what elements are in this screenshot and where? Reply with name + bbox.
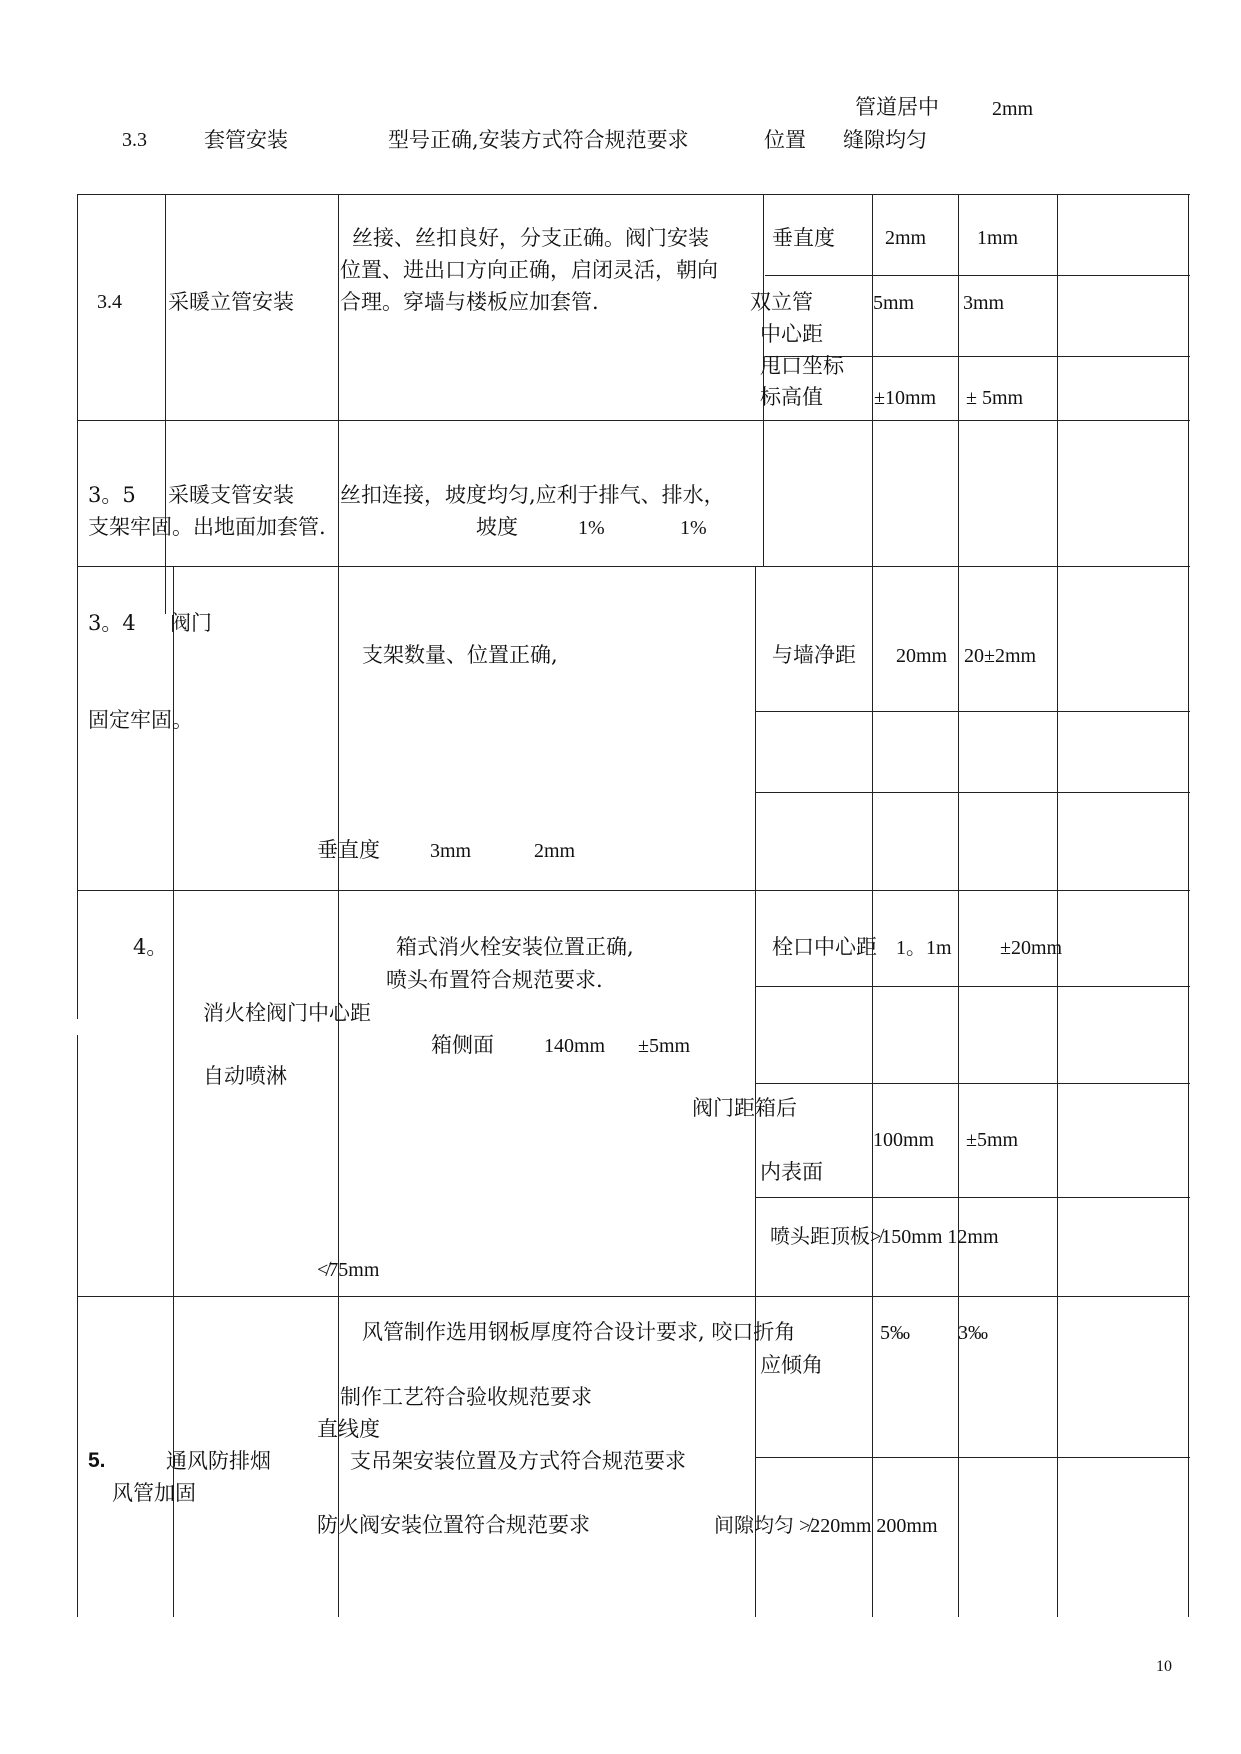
value: ±5mm (638, 1035, 691, 1057)
row-line (77, 1296, 1190, 1297)
requirement-line: 丝接、丝扣良好，分支正确。阀门安装 (352, 226, 709, 250)
row-line (77, 420, 1190, 421)
page-number: 10 (1156, 1658, 1172, 1675)
requirement-hydrant: 箱式消火栓安装位置正确, (396, 935, 634, 959)
check-outlet-center: 栓口中心距 (772, 935, 877, 959)
value: ±20mm (1000, 937, 1063, 959)
check-position: 位置 (764, 128, 806, 152)
row-number-3-4-valve: 3。4 (88, 611, 136, 635)
item-hydrant-valve-center: 消火栓阀门中心距 (203, 1001, 371, 1025)
item-auto-sprinkler: 自动喷淋 (203, 1064, 287, 1088)
requirement-fire-damper: 防火阀安装位置符合规范要求 (317, 1513, 590, 1537)
item-ventilation: 通风防排烟 (166, 1449, 271, 1473)
row-line (755, 986, 1190, 987)
requirement-line: 支架牢固。出地面加套管. (88, 515, 326, 539)
item-duct-reinforce: 风管加固 (112, 1481, 196, 1505)
value: ≮75mm (317, 1259, 380, 1281)
table-top-border (77, 194, 1190, 195)
row-line (765, 275, 1190, 276)
value: 1% (578, 517, 605, 539)
requirement-sprinkler: 喷头布置符合规范要求. (386, 968, 603, 992)
check-slope: 坡度 (476, 515, 518, 539)
row-number-3-5: 3。5 (88, 483, 136, 507)
check-center-distance: 中心距 (760, 322, 823, 346)
row-line (755, 1083, 1190, 1084)
value: 100mm (873, 1129, 935, 1151)
requirement-model-correct: 型号正确,安装方式符合规范要求 (388, 128, 689, 152)
requirement-duct-steel: 风管制作选用钢板厚度符合设计要求, 咬口折角 (362, 1320, 796, 1344)
value-2mm: 2mm (992, 98, 1034, 120)
row-line (77, 566, 1190, 567)
col-line (958, 194, 959, 1617)
item-valve: 阀门 (170, 611, 212, 635)
value: 20mm (896, 645, 948, 667)
value: 5mm (873, 292, 915, 314)
check-pipe-centered: 管道居中 (855, 95, 939, 119)
requirement-straightness: 直线度 (317, 1417, 380, 1441)
check-gap-even: 缝隙均匀 (843, 128, 927, 152)
requirement-line: 丝扣连接，坡度均匀,应利于排气、排水， (340, 483, 725, 507)
check-verticality: 垂直度 (772, 226, 835, 250)
check-double-riser: 双立管 (750, 290, 813, 314)
requirement-process: 制作工艺符合验收规范要求 (340, 1385, 592, 1409)
row-line (755, 1457, 1190, 1458)
row-line (755, 792, 1190, 793)
row-line (755, 1197, 1190, 1198)
value: 1。1m (896, 937, 952, 959)
value: ±10mm (874, 387, 937, 409)
check-outlet-coordinate: 甩口坐标 (760, 354, 844, 378)
requirement-fixed-firm: 固定牢固。 (88, 708, 193, 732)
requirement-line: 位置、进出口方向正确，启闭灵活，朝向 (340, 258, 718, 282)
table-left-border (77, 1035, 78, 1617)
value: ± 5mm (966, 387, 1024, 409)
table-right-border (1188, 194, 1189, 1617)
check-box-side: 箱侧面 (431, 1033, 494, 1057)
table-left-border (77, 194, 78, 1019)
item-heating-riser: 采暖立管安装 (168, 290, 294, 314)
col-line (872, 194, 873, 1617)
requirement-hangers: 支吊架安装位置及方式符合规范要求 (350, 1449, 686, 1473)
value: 3‰ (958, 1322, 988, 1344)
check-verticality: 垂直度 (317, 838, 380, 862)
row-line (755, 711, 1190, 712)
col-line (755, 566, 756, 1617)
value: 140mm (544, 1035, 606, 1057)
item-heating-branch: 采暖支管安装 (168, 483, 294, 507)
value: 1% (680, 517, 707, 539)
check-sprinkler-to-ceiling: 喷头距顶板≯150mm 12mm (770, 1226, 999, 1248)
value: 5‰ (880, 1322, 910, 1344)
item-sleeve-install: 套管安装 (204, 128, 288, 152)
check-elevation: 标高值 (760, 385, 823, 409)
requirement-line: 合理。穿墙与楼板应加套管. (340, 290, 599, 314)
col-line (1057, 194, 1058, 1617)
check-gap-even: 间隙均匀 ≯220mm 200mm (714, 1515, 938, 1537)
value: 3mm (963, 292, 1005, 314)
value: ±5mm (966, 1129, 1019, 1151)
value: 1mm (977, 227, 1019, 249)
row-number-5: 5. (88, 1449, 106, 1472)
value: 3mm (430, 840, 472, 862)
value: 2mm (885, 227, 927, 249)
col-line (338, 194, 339, 1617)
requirement-bend-angle: 应倾角 (760, 1353, 823, 1377)
requirement-support: 支架数量、位置正确, (362, 643, 558, 667)
check-wall-clearance: 与墙净距 (772, 643, 856, 667)
check-inner-surface: 内表面 (760, 1160, 823, 1184)
value: 2mm (534, 840, 576, 862)
row-number-3-3: 3.3 (122, 129, 147, 151)
check-valve-to-box: 阀门距箱后 (692, 1096, 797, 1120)
value: 20±2mm (964, 645, 1037, 667)
row-line (77, 890, 1190, 891)
col-line (165, 194, 166, 614)
row-number-3-4: 3.4 (97, 291, 122, 313)
row-number-4: 4。 (133, 935, 168, 959)
